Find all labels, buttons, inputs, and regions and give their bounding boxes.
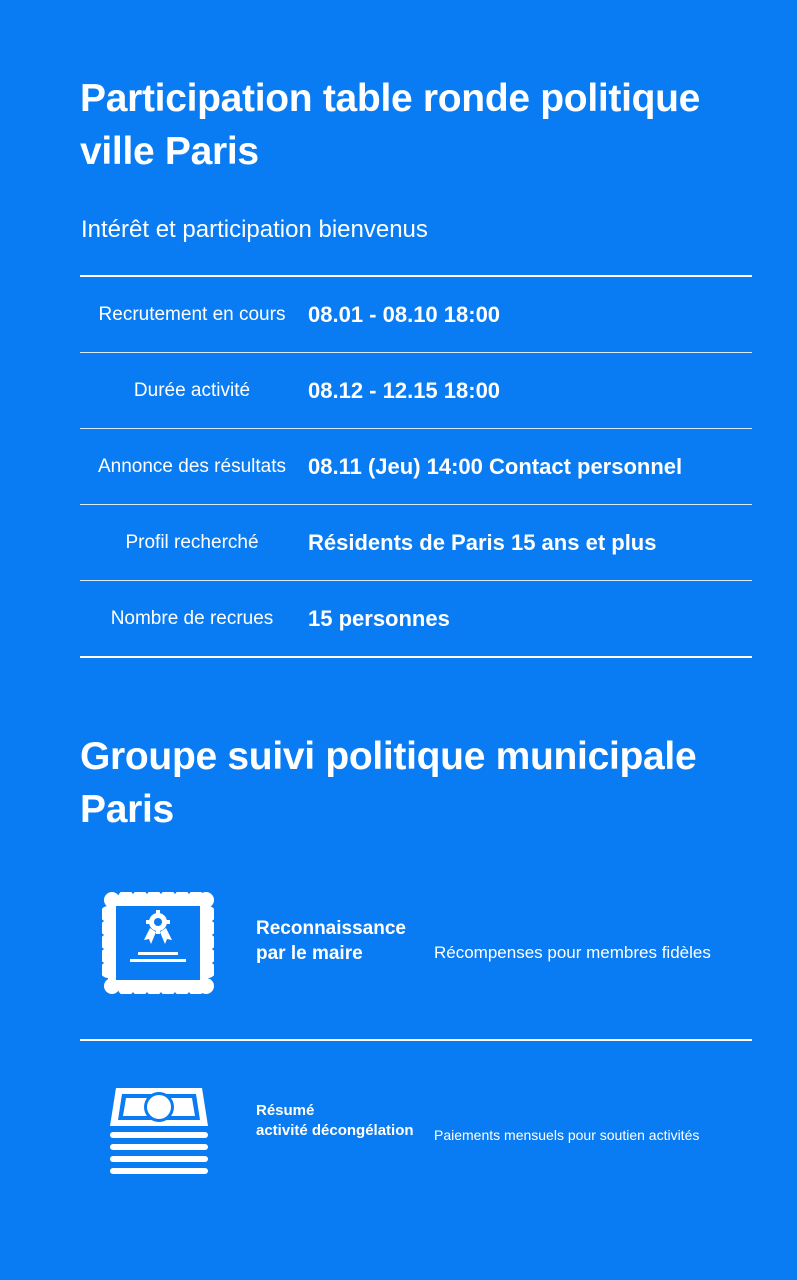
table-row xyxy=(80,429,752,505)
benefit-name-line: Résumé xyxy=(256,1102,315,1119)
row-label: Recrutement en cours xyxy=(98,303,286,325)
row-value: 08.01 - 08.10 18:00 xyxy=(308,301,501,327)
row-value: Résidents de Paris 15 ans et plus xyxy=(308,529,657,555)
row-label: Nombre de recrues xyxy=(110,607,274,629)
benefit-item xyxy=(80,1080,752,1200)
money-stack-icon xyxy=(108,1088,210,1179)
row-value: 08.12 - 12.15 18:00 xyxy=(308,377,501,403)
benefit-name-line: par le maire xyxy=(256,943,363,964)
row-value: 08.11 (Jeu) 14:00 Contact personnel xyxy=(308,453,683,479)
recruitment-details-table xyxy=(80,275,752,658)
table-row xyxy=(80,353,752,429)
certificate-icon xyxy=(102,892,214,999)
section-title: Groupe suivi politique municipale Paris xyxy=(80,735,697,831)
benefit-name-line: activité décongélation xyxy=(256,1122,414,1139)
benefit-name xyxy=(256,916,406,966)
page-subtitle: Intérêt et participation bienvenus xyxy=(81,216,428,243)
row-label: Annonce des résultats xyxy=(97,455,286,477)
row-label: Durée activité xyxy=(133,379,251,401)
row-value: 15 personnes xyxy=(308,605,450,631)
benefit-name xyxy=(256,1101,414,1141)
table-row xyxy=(80,581,752,656)
row-label: Profil recherché xyxy=(125,531,259,553)
page-title: Participation table ronde politique ville Paris xyxy=(80,77,701,173)
benefit-item xyxy=(80,892,752,1012)
table-row xyxy=(80,505,752,581)
benefit-name-line: Reconnaissance xyxy=(256,918,406,939)
table-row xyxy=(80,277,752,353)
benefit-description: Paiements mensuels pour soutien activités xyxy=(434,1127,700,1143)
divider xyxy=(80,1039,752,1041)
benefit-description: Récompenses pour membres fidèles xyxy=(434,943,711,962)
